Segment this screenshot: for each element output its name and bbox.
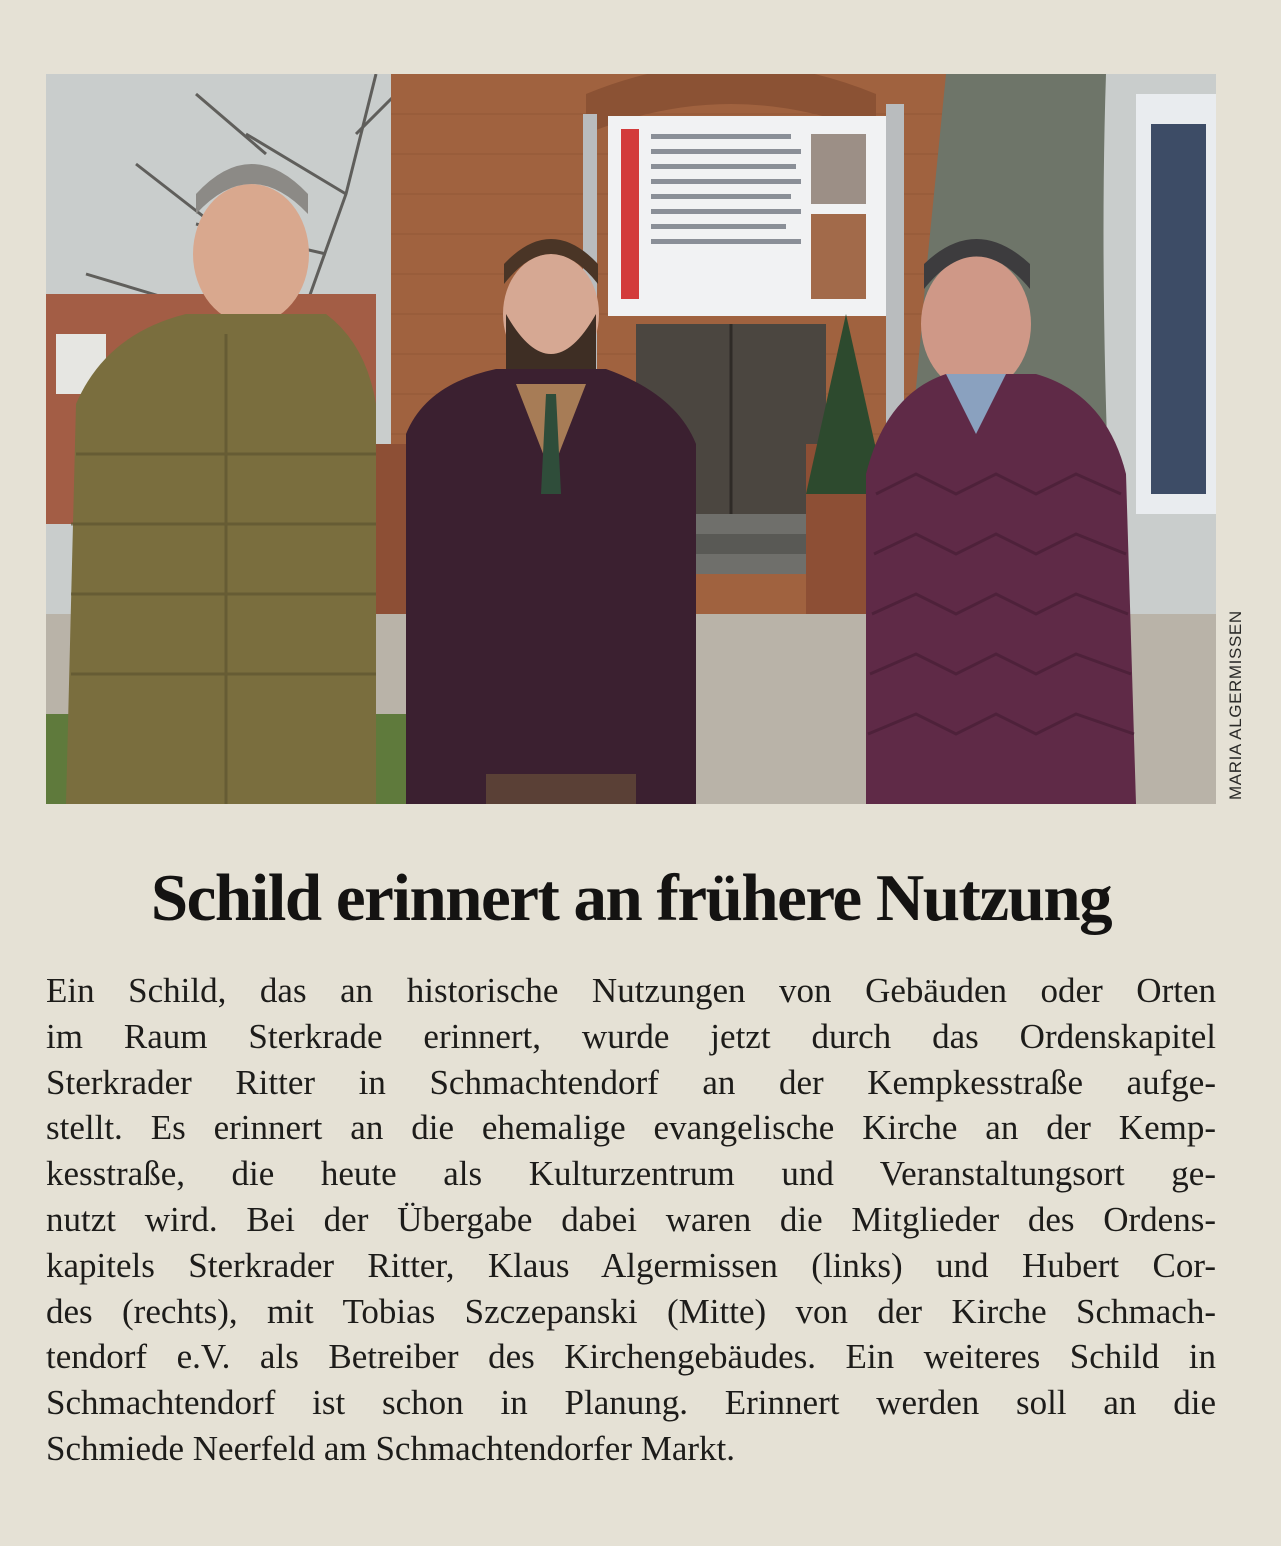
article-body (46, 968, 1216, 1472)
body-line: im Raum Sterkrade erinnert, wurde jetzt durch das Ordenskapitel (46, 1016, 1216, 1056)
body-line: Sterkrader Ritter in Schmachtendorf an der Kempkesstraße aufge- (46, 1062, 1216, 1102)
body-line: Ein Schild, das an historische Nutzungen von Gebäuden oder Orten (46, 971, 1216, 1010)
body-line: kapitels Sterkrader Ritter, Klaus Algermissen (links) und Hubert Cor- (46, 1245, 1216, 1285)
body-line: Schmiede Neerfeld am Schmachtendorfer Markt. (46, 1428, 736, 1468)
photo-credit: MARIA ALGERMISSEN (1226, 610, 1245, 800)
body-line: Schmachtendorf ist schon in Planung. Erinnert werden soll an die (46, 1383, 1216, 1423)
article-photo (46, 74, 1216, 804)
body-line: nutzt wird. Bei der Übergabe dabei waren die Mitglieder des Ordens- (46, 1199, 1216, 1239)
photo-illustration (46, 74, 1216, 804)
article-headline: Schild erinnert an frühere Nutzung (150, 861, 1112, 935)
body-line: tendorf e.V. als Betreiber des Kirchengebäudes. Ein weiteres Schild in (46, 1337, 1216, 1377)
body-line: stellt. Es erinnert an die ehemalige evangelische Kirche an der Kemp- (46, 1108, 1216, 1148)
body-line: kesstraße, die heute als Kulturzentrum und Veranstaltungsort ge- (46, 1154, 1216, 1194)
body-line: des (rechts), mit Tobias Szczepanski (Mitte) von der Kirche Schmach- (46, 1291, 1216, 1331)
